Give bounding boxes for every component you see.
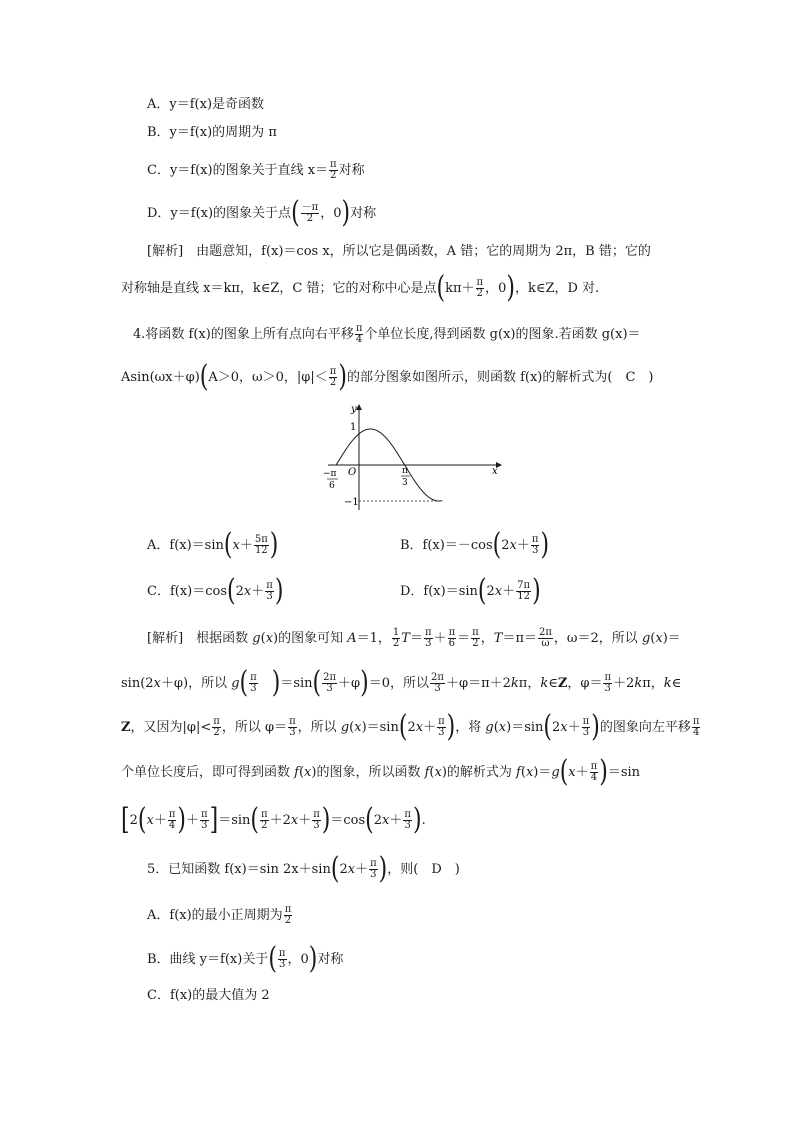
q3-solution-line1: [解析] 由题意知，f(x)＝cos x，所以它是偶函数，A 错；它的周期为 2π，B 错；它的: [147, 244, 651, 259]
q4-solution-line4: 个单位长度后，即可得到函数 f(x)的图象，所以函数 f(x)的解析式为 f(x)＝g(x＋ $\frac{\pi}{4}$ )＝sin: [121, 754, 641, 789]
q4-option-c: C．f(x)＝cos(2x＋ $\frac{\pi}{3}$ ): [147, 573, 284, 608]
q3-option-d: D．y＝f(x)的图象关于点( $\frac{-\pi}{2}$ ，0)对称: [147, 195, 377, 230]
q4-option-d: D．f(x)＝sin(2x＋ $\frac{7\pi}{12}$ ): [400, 573, 541, 608]
q3-option-c: C．y＝f(x)的图象关于直线 x＝ $\frac{\pi}{2}$ 对称: [147, 159, 365, 181]
tick-one: 1: [350, 422, 357, 433]
q4-solution-line3: Z，又因为|φ|< $\frac{\pi}{2}$ ，所以 φ＝ $\frac{\pi}{3}$ ，所以 g(x)＝sin(2x＋ $\frac{\pi}{3}$ )，将 g(x)＝sin(2x＋ $\frac{\pi}{3}$ )的图象向左平移 $\frac{\pi}{4}$: [121, 709, 700, 744]
x-axis-label: x: [492, 466, 498, 477]
y-axis-label: y: [351, 404, 357, 415]
q4-stem-line1: 4.将函数 f(x)的图象上所有点向右平移 $\frac{\pi}{4}$ 个单位长度,得到函数 g(x)的图象.若函数 g(x)＝: [133, 323, 641, 345]
q5-option-b: B．曲线 y＝f(x)关于( $\frac{\pi}{3}$ ，0)对称: [147, 941, 344, 976]
origin-label: O: [348, 467, 357, 478]
tick-pi3-den: 3: [402, 478, 408, 488]
tick-neg-pi6-num: −π: [323, 469, 337, 479]
q3-option-a: A．y＝f(x)是奇函数: [147, 97, 265, 112]
tick-neg-one: −1: [344, 497, 359, 508]
q3-option-b: B．y＝f(x)的周期为 π: [147, 125, 277, 140]
y-axis-arrow: [356, 404, 362, 410]
q4-solution-line1: [解析] 根据函数 g(x)的图象可知 A＝1， $\frac{1}{2}$ T＝ $\frac{\pi}{3}$ ＋ $\frac{\pi}{6}$ ＝ $\frac{\pi}{2}$ ，T＝π＝ $\frac{2\pi}{\omega}$ ，ω＝2，所以 g(x)＝: [147, 627, 681, 649]
tick-pi3-num: π: [402, 466, 408, 476]
q5-stem: 5．已知函数 f(x)＝sin 2x＋sin(2x＋ $\frac{\pi}{3}$ )，则( D ): [147, 851, 460, 886]
q4-stem-line2: Asin(ωx＋φ)(A＞0，ω＞0，|φ|＜ $\frac{\pi}{2}$ )的部分图象如图所示，则函数 f(x)的解析式为( C ): [121, 359, 654, 394]
tick-neg-pi6-den: 6: [329, 481, 335, 491]
q4-solution-line2: sin(2x＋φ)，所以 g( $\frac{\pi}{3}$ )＝sin( $\frac{2\pi}{3}$ ＋φ)＝0，所以 $\frac{2\pi}{3}$ ＋φ＝π＋2kπ，k∈Z，φ＝ $\frac{\pi}{3}$ ＋2kπ，k∈: [121, 665, 682, 700]
q4-solution-line5: [2(x＋ $\frac{\pi}{4}$ )＋ $\frac{\pi}{3}$ ]＝sin( $\frac{\pi}{2}$ ＋2x＋ $\frac{\pi}{3}$ )＝cos(2x＋ $\frac{\pi}{3}$ ).: [121, 802, 426, 837]
q3-solution-line2: 对称轴是直线 x＝kπ，k∈Z，C 错；它的对称中心是点(kπ＋ $\frac{\pi}{2}$ ，0)，k∈Z，D 对.: [121, 270, 600, 305]
q5-option-a: A．f(x)的最小正周期为 $\frac{\pi}{2}$: [147, 904, 292, 926]
q4-option-b: B．f(x)＝－cos(2x＋ $\frac{\pi}{3}$ ): [400, 527, 550, 562]
q5-option-c: C．f(x)的最大值为 2: [147, 988, 270, 1003]
sine-graph: [318, 402, 503, 512]
q4-option-a: A．f(x)＝sin(x＋ $\frac{5\pi}{12}$ ): [147, 527, 279, 562]
